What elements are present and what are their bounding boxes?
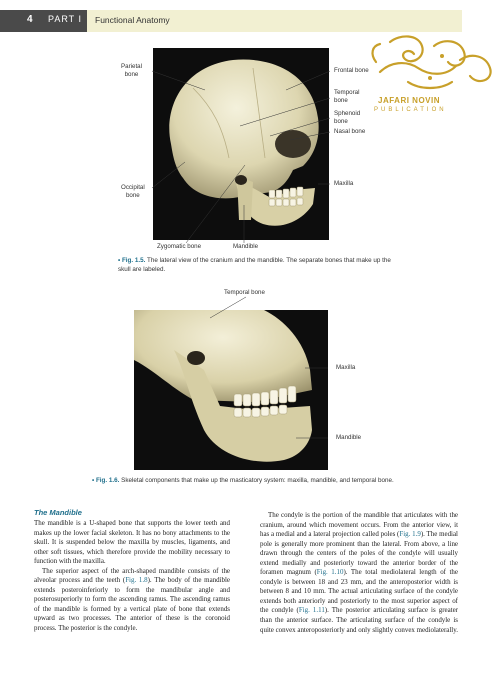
label-temporal-bone-fig2: Temporal bone [224, 289, 265, 296]
figure-1-5-caption [118, 257, 403, 274]
watermark-subtitle: PUBLICATION [374, 107, 447, 113]
label-zygomatic-bone: Zygomatic bone [157, 243, 202, 250]
figure-reference-link[interactable]: Fig. 1.8 [125, 576, 148, 585]
body-left-column [34, 508, 230, 634]
figure-reference-link[interactable]: Fig. 1.9 [399, 530, 421, 539]
publisher-logo-icon [360, 32, 500, 96]
figure-reference-link[interactable]: Fig. 1.11 [298, 606, 325, 615]
running-header [0, 0, 500, 36]
body-right-column [260, 511, 458, 635]
paragraph-mandible-intro: The mandible is a U-shaped bone that supports the lower teeth and makes up the lower facial skeleton. It has no bony attachments to the skull. It is suspended below the maxilla by muscles, ligaments, and other soft tissues, which therefore provide the mobility necessary to function with the maxilla. [34, 519, 230, 566]
figure-1-5-number: • Fig. 1.5. [118, 257, 146, 264]
publisher-watermark [360, 32, 500, 122]
paragraph-text: The condyle is the portion of the mandible that articulates with the cranium, around which movement occurs. From the anterior view, it has a medial and a lateral projection called poles ( [260, 511, 458, 539]
figure-reference-link[interactable]: Fig. 1.10 [316, 568, 344, 577]
label-mandible: Mandible [233, 243, 259, 250]
chapter-title: Functional Anatomy [95, 15, 170, 25]
label-mandible-fig2: Mandible [336, 434, 362, 441]
figure-1-5-caption-text: The lateral view of the cranium and the mandible. The separate bones that make up the skull are labeled. [118, 257, 391, 273]
paragraph-text: The superior aspect of the arch-shaped mandible consists of the alveolar process and the teeth ( [34, 566, 230, 585]
part-label: PART I [48, 14, 83, 24]
section-title: The Mandible [34, 508, 82, 517]
label-temporal-bone: Temporal bone [334, 89, 360, 104]
page-number: 4 [27, 14, 33, 25]
figure-1-6-number: • Fig. 1.6. [92, 477, 120, 484]
paragraph-mandible-structure [34, 567, 230, 634]
label-sphenoid-bone: Sphenoid bone [334, 110, 361, 125]
paragraph-text: ). The medial pole is generally more prominent than the lateral. From above, a line drawn through the centers of the poles of the condyle will usually extend medially and posteriorly toward the anterior border of the foramen magnum ( [260, 530, 458, 577]
figure-1-6-caption-text: Skeletal components that make up the masticatory system: maxilla, mandible, and temporal bone. [119, 477, 394, 484]
masticatory-system-illustration [134, 310, 328, 470]
label-maxilla: Maxilla [334, 180, 354, 187]
label-parietal-bone: Parietal bone [121, 63, 142, 78]
paragraph-text: ). The total mediolateral length of the condyle is between 18 and 23 mm, and the anteroposterior width is between 8 and 10 mm. The actual articulating surface of the condyle extends both anteriorly and posteriorly to the most superior aspect of the condyle ( [260, 568, 458, 615]
skull-lateral-illustration [153, 48, 329, 240]
label-nasal-bone: Nasal bone [334, 128, 366, 135]
paragraph-text: ). The body of the mandible extends posteroinferiorly to form the mandibular angle and posterosuperiorly to form the ascending ramus. The ascending ramus of the mandible is formed by a vertical plate of bone that extends upward as two processes. The anterior of these is the coronoid process. The posterior is the condyle. [34, 576, 231, 633]
figure-1-6-caption [92, 477, 422, 486]
label-maxilla-fig2: Maxilla [336, 364, 356, 371]
label-frontal-bone: Frontal bone [334, 67, 369, 74]
paragraph-condyle [260, 511, 458, 635]
watermark-name: JAFARI NOVIN [378, 96, 441, 105]
figure-1-6-image [134, 310, 328, 470]
paragraph-text: ). The posterior articulating surface is greater than the anterior surface. The articulating surface of the condyle is quite convex anteroposteriorly and only slightly convex mediolaterally. [260, 606, 458, 634]
label-occipital-bone: Occipital bone [121, 184, 145, 199]
figure-1-5-image [153, 48, 329, 240]
